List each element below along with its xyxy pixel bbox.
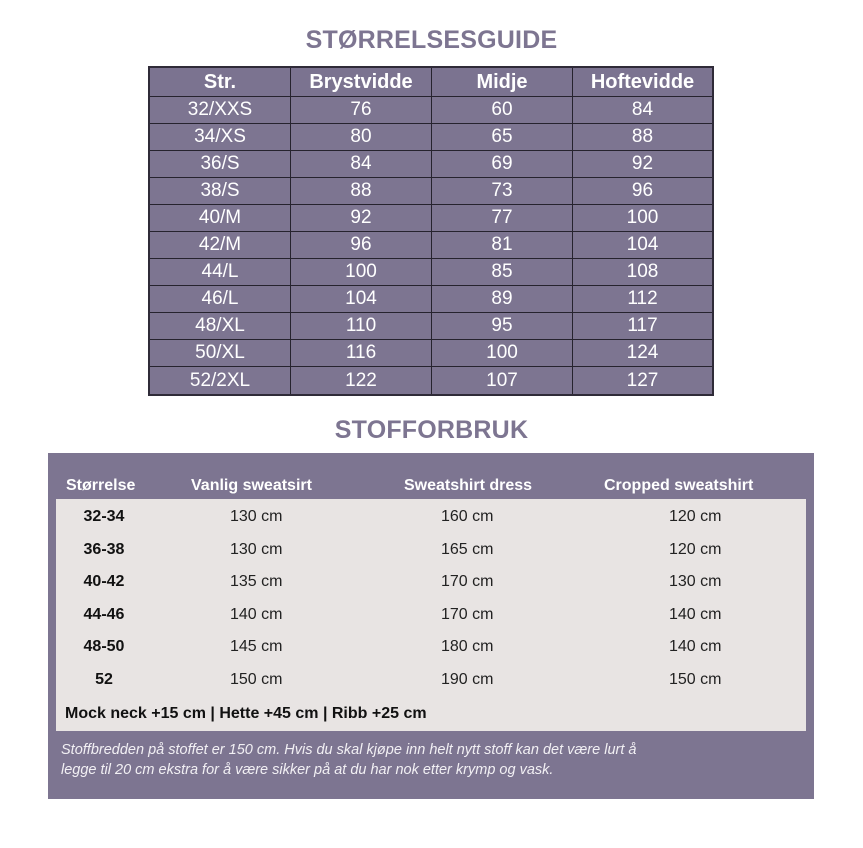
fabric-footnote-line-1: Stoffbredden på stoffet er 150 cm. Hvis du skal kjøpe inn helt nytt stoff kan det være lurt å: [61, 742, 637, 758]
fabric-row: [56, 666, 806, 696]
size-cell-waist: 77: [432, 205, 573, 232]
size-cell-size: 32/XXS: [150, 97, 291, 124]
fabric-row: [56, 503, 806, 533]
size-cell-size: 38/S: [150, 178, 291, 205]
size-guide-table: [148, 66, 714, 396]
size-table-row: [150, 232, 712, 259]
fabric-cell-regular: 130 cm: [230, 508, 283, 525]
fabric-cell-dress: 170 cm: [441, 605, 494, 623]
size-table-row: [150, 313, 712, 340]
size-cell-hip: 96: [573, 178, 712, 205]
size-table-row: [150, 259, 712, 286]
size-cell-chest: 84: [291, 151, 432, 178]
size-table-row: [150, 178, 712, 205]
size-cell-size: 34/XS: [150, 124, 291, 151]
fabric-cell-regular: 145 cm: [230, 638, 283, 656]
addons-note: Mock neck +15 cm | Hette +45 cm | Ribb +25 cm: [65, 705, 427, 722]
size-cell-chest: 96: [291, 232, 432, 259]
size-cell-chest: 110: [291, 313, 432, 340]
size-cell-waist: 89: [432, 286, 573, 313]
size-header-waist: Midje: [432, 68, 573, 97]
size-cell-hip: 84: [573, 97, 712, 124]
size-table-row: [150, 151, 712, 178]
size-cell-waist: 85: [432, 259, 573, 286]
size-table-row: [150, 205, 712, 232]
size-cell-chest: 122: [291, 367, 432, 394]
size-cell-waist: 69: [432, 151, 573, 178]
size-cell-hip: 124: [573, 340, 712, 367]
size-cell-chest: 100: [291, 259, 432, 286]
fabric-cell-cropped: 150 cm: [669, 671, 722, 688]
fabric-cell-cropped: 140 cm: [669, 638, 722, 656]
size-cell-hip: 92: [573, 151, 712, 178]
fabric-cell-size: 40-42: [83, 573, 125, 591]
size-cell-hip: 112: [573, 286, 712, 313]
size-cell-chest: 80: [291, 124, 432, 151]
size-cell-hip: 108: [573, 259, 712, 286]
fabric-cell-size: 52: [95, 671, 113, 688]
size-cell-size: 42/M: [150, 232, 291, 259]
fabric-cell-regular: 130 cm: [230, 540, 283, 558]
fabric-usage-panel: [56, 499, 806, 731]
size-cell-waist: 65: [432, 124, 573, 151]
fabric-cell-regular: 135 cm: [230, 573, 283, 591]
size-cell-chest: 104: [291, 286, 432, 313]
fabric-cell-cropped: 130 cm: [669, 573, 722, 591]
fabric-cell-cropped: 140 cm: [669, 605, 722, 623]
size-table-row: [150, 97, 712, 124]
size-cell-waist: 100: [432, 340, 573, 367]
size-cell-chest: 76: [291, 97, 432, 124]
fabric-row: [56, 633, 806, 663]
size-table-row: [150, 367, 712, 394]
size-cell-hip: 127: [573, 367, 712, 394]
fabric-cell-dress: 160 cm: [441, 508, 494, 525]
size-table-row: [150, 124, 712, 151]
fabric-footnote: [61, 740, 801, 780]
fabric-cell-dress: 170 cm: [441, 573, 494, 591]
size-table-row: [150, 286, 712, 313]
size-cell-hip: 104: [573, 232, 712, 259]
size-cell-size: 40/M: [150, 205, 291, 232]
fabric-cell-dress: 190 cm: [441, 671, 494, 688]
fabric-cell-size: 32-34: [83, 508, 125, 525]
size-guide-title: STØRRELSESGUIDE: [305, 26, 558, 54]
fabric-cell-cropped: 120 cm: [669, 540, 722, 558]
fabric-header-dress: Sweatshirt dress: [404, 477, 533, 494]
size-cell-hip: 88: [573, 124, 712, 151]
size-header-hip: Hoftevidde: [573, 68, 712, 97]
fabric-cell-cropped: 120 cm: [669, 508, 722, 525]
fabric-cell-size: 36-38: [83, 540, 125, 558]
size-cell-size: 36/S: [150, 151, 291, 178]
fabric-row: [56, 536, 806, 566]
size-cell-chest: 116: [291, 340, 432, 367]
fabric-cell-dress: 180 cm: [441, 638, 494, 656]
fabric-usage-title: STOFFORBRUK: [334, 416, 529, 444]
size-cell-waist: 107: [432, 367, 573, 394]
fabric-header-size: Størrelse: [66, 477, 136, 494]
fabric-header-regular: Vanlig sweatsirt: [191, 477, 312, 494]
size-cell-waist: 81: [432, 232, 573, 259]
fabric-footnote-line-2: legge til 20 cm ekstra for å være sikker på at du har nok etter krymp og vask.: [61, 762, 554, 778]
size-cell-size: 48/XL: [150, 313, 291, 340]
size-cell-chest: 88: [291, 178, 432, 205]
fabric-cell-regular: 150 cm: [230, 671, 283, 688]
size-table-row: [150, 340, 712, 367]
size-cell-waist: 60: [432, 97, 573, 124]
size-cell-size: 50/XL: [150, 340, 291, 367]
fabric-row: [56, 601, 806, 631]
size-header-size: Str.: [150, 68, 291, 97]
fabric-header-cropped: Cropped sweatshirt: [604, 477, 754, 494]
fabric-row: [56, 568, 806, 598]
size-cell-waist: 95: [432, 313, 573, 340]
size-cell-chest: 92: [291, 205, 432, 232]
fabric-cell-regular: 140 cm: [230, 605, 283, 623]
size-cell-hip: 100: [573, 205, 712, 232]
size-cell-hip: 117: [573, 313, 712, 340]
fabric-cell-size: 48-50: [83, 638, 125, 656]
size-cell-size: 46/L: [150, 286, 291, 313]
size-cell-waist: 73: [432, 178, 573, 205]
size-table-header-row: [150, 68, 712, 97]
fabric-cell-dress: 165 cm: [441, 540, 494, 558]
fabric-header-row: [48, 473, 814, 499]
fabric-usage-box: [48, 453, 814, 799]
size-cell-size: 44/L: [150, 259, 291, 286]
size-header-chest: Brystvidde: [291, 68, 432, 97]
fabric-cell-size: 44-46: [83, 605, 125, 623]
size-cell-size: 52/2XL: [150, 367, 291, 394]
